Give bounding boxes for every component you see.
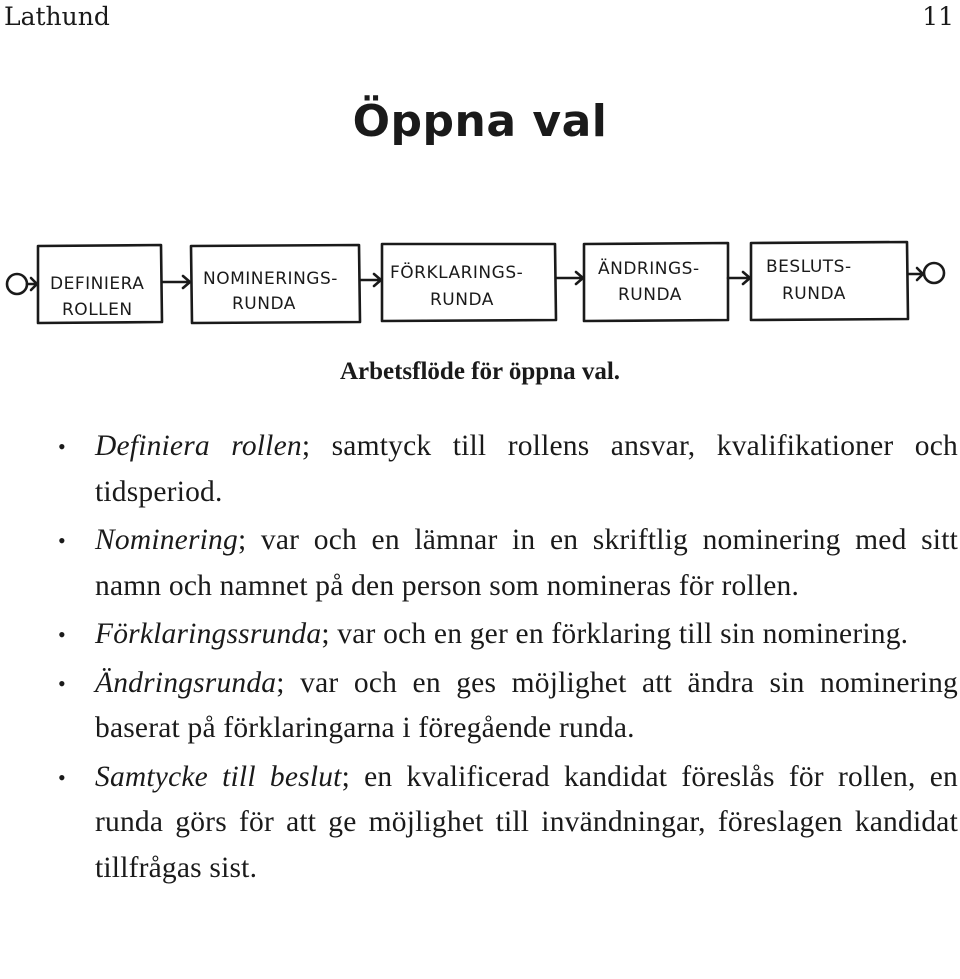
bullet-icon: • — [58, 622, 66, 647]
arrow-1 — [27, 278, 37, 290]
list-item-text: ; en kvalificerad kandidat föreslås för rollen, en runda görs för att ge möjlighet till invändningar, föreslagen kandidat tillfrågas sist. — [95, 760, 958, 884]
list-item-term: Samtycke till beslut — [95, 760, 342, 793]
end-node — [924, 263, 944, 283]
list-item-text: ; var och en ger en förklaring till sin nominering. — [321, 618, 909, 650]
list-item — [58, 424, 958, 515]
running-header: Lathund — [4, 2, 110, 31]
list-item-text: ; samtyck till rollens ansvar, kvalifikationer och tidsperiod. — [95, 430, 958, 508]
bullet-icon: • — [58, 670, 66, 696]
list-item-term: Ändringsrunda — [95, 666, 277, 699]
arrow-2 — [162, 276, 190, 288]
list-item — [58, 755, 958, 892]
bullet-icon: • — [58, 434, 66, 459]
page-number: 11 — [922, 2, 954, 31]
arrow-4 — [556, 272, 583, 284]
figure-caption: Arbetsflöde för öppna val. — [339, 358, 621, 385]
arrow-5 — [728, 272, 750, 284]
arrow-3 — [360, 274, 381, 286]
workflow-diagram — [0, 236, 960, 336]
box-5-line1: BESLUTS- — [766, 257, 852, 277]
box-4 — [584, 243, 728, 321]
box-4-line2: RUNDA — [618, 285, 682, 305]
list-item-text: ; var och en lämnar in en skriftlig nominering med sitt namn och namnet på den person som nomineras för rollen. — [95, 524, 958, 602]
arrow-6 — [908, 268, 923, 280]
box-5 — [751, 242, 908, 320]
list-item — [58, 518, 958, 609]
box-1-line2: ROLLEN — [62, 300, 133, 320]
workflow-steps-list — [58, 424, 958, 894]
list-item — [58, 661, 958, 752]
list-item-term: Definiera rollen — [95, 430, 302, 462]
box-2-line2: RUNDA — [232, 294, 296, 314]
box-5-line2: RUNDA — [782, 284, 846, 304]
box-2-line1: NOMINERINGS- — [203, 269, 338, 289]
box-4-line1: ÄNDRINGS- — [598, 259, 700, 279]
bullet-icon: • — [58, 528, 66, 553]
list-item-term: Nominering — [95, 524, 238, 556]
box-3-line1: FÖRKLARINGS- — [390, 263, 524, 283]
box-3-line2: RUNDA — [430, 290, 494, 310]
start-node — [7, 274, 27, 294]
list-item — [58, 612, 958, 658]
box-1-line1: DEFINIERA — [50, 274, 145, 294]
bullet-icon: • — [58, 764, 66, 790]
list-item-term: Förklaringssrunda — [95, 618, 322, 650]
page-title: Öppna val — [352, 96, 608, 147]
list-item-text: ; var och en ges möjlighet att ändra sin nominering baserat på förklaringarna i föregående runda. — [95, 666, 958, 744]
